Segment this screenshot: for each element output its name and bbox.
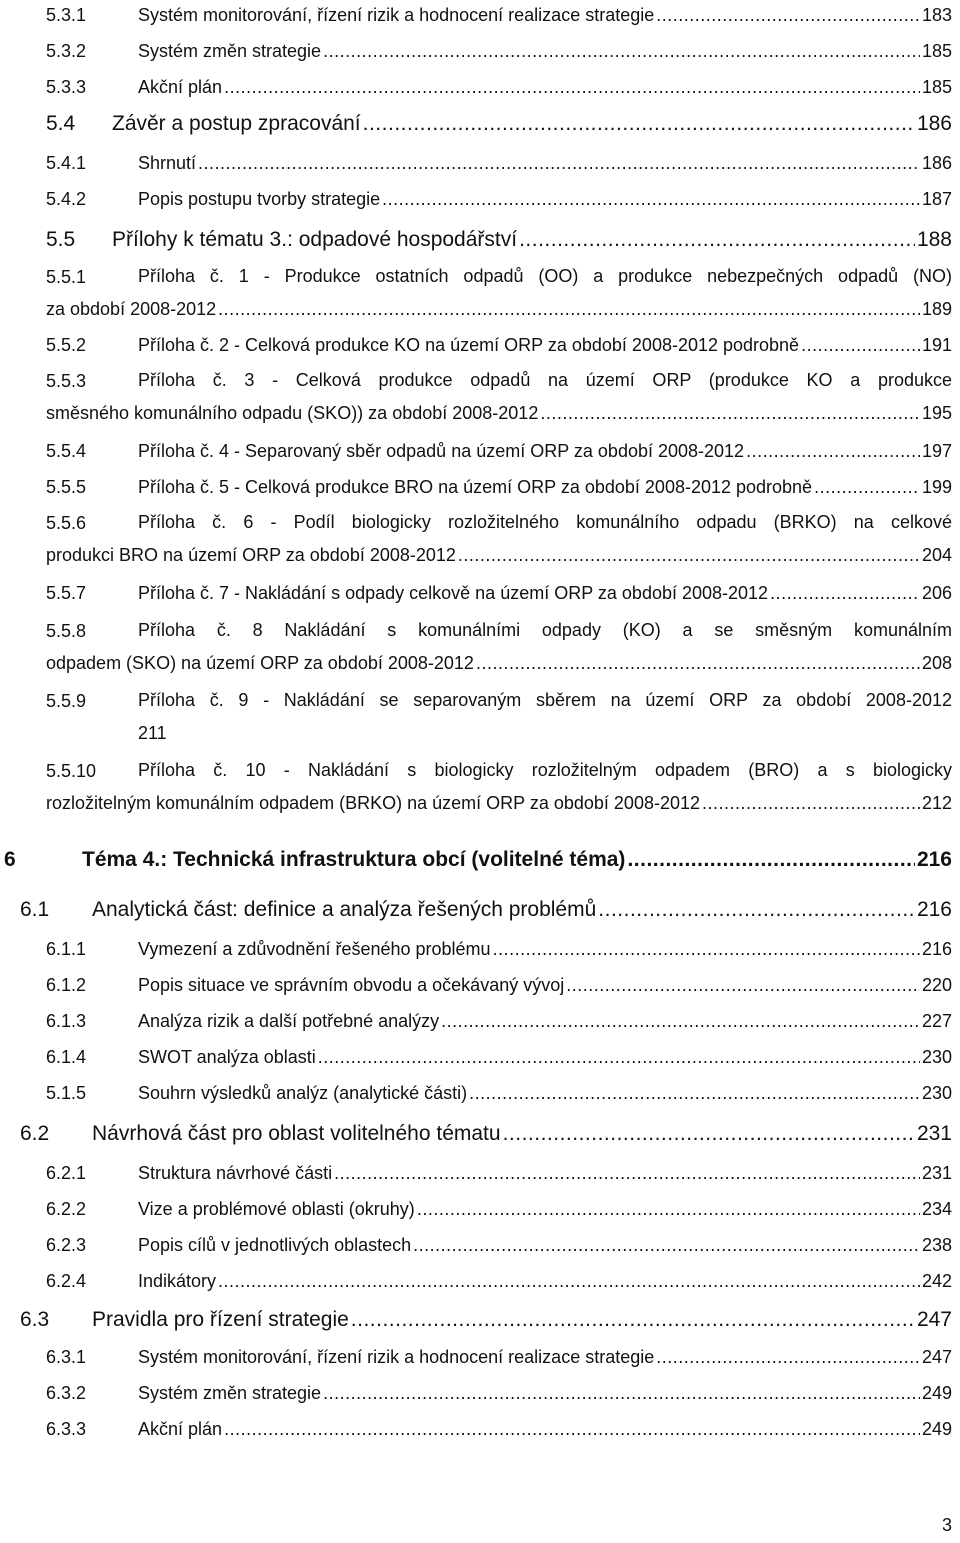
- toc-leader: [801, 335, 920, 356]
- toc-leader: [540, 403, 920, 424]
- toc-entry-page: 187: [921, 189, 952, 209]
- toc-entry-page: 211: [138, 723, 167, 743]
- toc-entry-number: 5.3.1: [46, 5, 87, 25]
- toc-entry-title: Příloha č. 2 - Celková produkce KO na území ORP za období 2008-2012 podrobně: [138, 335, 800, 355]
- toc-entry-title: Systém monitorování, řízení rizik a hodnocení realizace strategie: [138, 5, 655, 25]
- toc-entry-number: 5.4.2: [46, 189, 87, 209]
- toc-entry-title-continuation: produkci BRO na území ORP za období 2008-2012: [46, 545, 456, 565]
- toc-entry-title: Struktura návrhové části: [138, 1163, 333, 1183]
- toc-entry-title: Příloha č. 9 - Nakládání se separovaným sběrem na území ORP za období 2008-2012: [138, 690, 952, 711]
- toc-entry-page: 216: [916, 898, 952, 921]
- toc-leader: [224, 77, 920, 98]
- toc-leader: [318, 1047, 920, 1068]
- toc-entry-title: Popis situace ve správním obvodu a očekávaný vývoj: [138, 975, 565, 995]
- toc-entry-title: Akční plán: [138, 1419, 223, 1439]
- toc-entry-title: Příloha č. 7 - Nakládání s odpady celkově na území ORP za období 2008-2012: [138, 583, 769, 603]
- toc-entry-title: Přílohy k tématu 3.: odpadové hospodářství: [112, 228, 518, 251]
- toc-entry-number: 5.5.1: [46, 267, 87, 287]
- toc-leader: [503, 1122, 915, 1146]
- toc-entry-number: 6.2: [20, 1122, 50, 1145]
- toc-entry-number: 6.3.1: [46, 1347, 87, 1367]
- toc-entry-title: Systém změn strategie: [138, 1383, 322, 1403]
- toc-entry-page: 204: [921, 545, 952, 565]
- toc-entry-page: 186: [921, 153, 952, 173]
- toc-entry-title-continuation: směsného komunálního odpadu (SKO)) za období 2008-2012: [46, 403, 539, 423]
- toc-entry-page: 185: [921, 41, 952, 61]
- toc-entry-page: 234: [921, 1199, 952, 1219]
- toc-leader: [566, 975, 920, 996]
- toc-entry-number: 5.4.1: [46, 153, 87, 173]
- toc-entry-number: 5.5.4: [46, 441, 87, 461]
- toc-entry-page: 216: [916, 848, 952, 871]
- toc-entry-number: 5.5.2: [46, 335, 87, 355]
- toc-entry-title: Analýza rizik a další potřebné analýzy: [138, 1011, 440, 1031]
- toc-entry-title: Příloha č. 8 Nakládání s komunálními odpady (KO) a se směsným komunálním: [138, 620, 952, 641]
- toc-entry-title-continuation: rozložitelným komunálním odpadem (BRKO) na území ORP za období 2008-2012: [46, 793, 701, 813]
- toc-entry-title: Analytická část: definice a analýza řešených problémů: [92, 898, 597, 921]
- toc-leader: [458, 545, 920, 566]
- toc-leader: [198, 153, 920, 174]
- toc-entry-number: 6.1.1: [46, 939, 87, 959]
- toc-entry-page: 247: [921, 1347, 952, 1367]
- toc-entry-page: 197: [921, 441, 952, 461]
- toc-leader: [218, 299, 920, 320]
- toc-entry-page: 247: [916, 1308, 952, 1331]
- toc-leader: [519, 228, 915, 252]
- toc-entry-number: 6.3.3: [46, 1419, 87, 1439]
- toc-entry-page: 186: [916, 112, 952, 135]
- toc-entry-page: 212: [921, 793, 952, 813]
- toc-entry-title: Popis cílů v jednotlivých oblastech: [138, 1235, 412, 1255]
- toc-entry-title: Příloha č. 5 - Celková produkce BRO na území ORP za období 2008-2012 podrobně: [138, 477, 813, 497]
- toc-leader: [413, 1235, 920, 1256]
- toc-entry-page: 183: [921, 5, 952, 25]
- toc-entry-title: Příloha č. 4 - Separovaný sběr odpadů na území ORP za období 2008-2012: [138, 441, 745, 461]
- toc-entry-title-continuation: odpadem (SKO) na území ORP za období 2008-2012: [46, 653, 474, 673]
- toc-entry-title: Systém změn strategie: [138, 41, 322, 61]
- toc-entry-title: Vize a problémové oblasti (okruhy): [138, 1199, 415, 1219]
- toc-entry-title: Systém monitorování, řízení rizik a hodnocení realizace strategie: [138, 1347, 655, 1367]
- toc-entry-page: 230: [921, 1083, 952, 1103]
- toc-entry-number: 5.5.8: [46, 621, 87, 641]
- toc-entry-number: 6.1: [20, 898, 50, 921]
- toc-leader: [382, 189, 920, 210]
- toc-entry-page: 249: [921, 1419, 952, 1439]
- toc-entry-number: 5.5.3: [46, 371, 87, 391]
- toc-leader: [656, 1347, 920, 1368]
- toc-entry-page: 189: [921, 299, 952, 319]
- toc-leader: [770, 583, 920, 604]
- toc-entry-number: 5.4: [46, 112, 76, 135]
- toc-entry-number: 6.3: [20, 1308, 50, 1331]
- toc-entry-page: 191: [921, 335, 952, 355]
- toc-leader: [656, 5, 920, 26]
- toc-entry-title: Závěr a postup zpracování: [112, 112, 361, 135]
- toc-entry-number: 5.5.9: [46, 691, 87, 711]
- toc-entry-number: 5.5.5: [46, 477, 87, 497]
- toc-entry-title: SWOT analýza oblasti: [138, 1047, 316, 1067]
- toc-leader: [493, 939, 920, 960]
- toc-entry-page: 230: [921, 1047, 952, 1067]
- toc-entry-title: Souhrn výsledků analýz (analytické části): [138, 1083, 468, 1103]
- toc-entry-title: Příloha č. 6 - Podíl biologicky rozložitelného komunálního odpadu (BRKO) na celkové: [138, 512, 952, 533]
- toc-entry-number: 5.5.10: [46, 761, 97, 781]
- toc-entry-title: Příloha č. 1 - Produkce ostatních odpadů (OO) a produkce nebezpečných odpadů (NO): [138, 266, 952, 287]
- toc-entry-page: 227: [921, 1011, 952, 1031]
- toc-leader: [363, 112, 915, 136]
- toc-entry-page: 249: [921, 1383, 952, 1403]
- toc-entry-number: 6.1.2: [46, 975, 87, 995]
- toc-leader: [218, 1271, 920, 1292]
- toc-entry-number: 6.2.1: [46, 1163, 87, 1183]
- toc-entry-title-continuation: za období 2008-2012: [46, 299, 217, 319]
- toc-leader: [417, 1199, 920, 1220]
- toc-entry-page: 242: [921, 1271, 952, 1291]
- toc-entry-page: 231: [916, 1122, 952, 1145]
- toc-entry-page: 216: [921, 939, 952, 959]
- toc-entry-page: 238: [921, 1235, 952, 1255]
- toc-entry-number: 6.3.2: [46, 1383, 87, 1403]
- toc-entry-number: 5.3.2: [46, 41, 87, 61]
- toc-entry-page: 220: [921, 975, 952, 995]
- toc-leader: [323, 1383, 920, 1404]
- toc-entry-title: Příloha č. 3 - Celková produkce odpadů na území ORP (produkce KO a produkce: [138, 370, 952, 391]
- toc-entry-page: 206: [921, 583, 952, 603]
- toc-entry-page: 185: [921, 77, 952, 97]
- toc-leader: [814, 477, 920, 498]
- toc-entry-number: 6.2.4: [46, 1271, 87, 1291]
- toc-entry-number: 5.5: [46, 228, 76, 251]
- toc-leader: [334, 1163, 920, 1184]
- toc-entry-title: Návrhová část pro oblast volitelného tématu: [92, 1122, 501, 1145]
- toc-entry-number: 6.2.3: [46, 1235, 87, 1255]
- toc-leader: [224, 1419, 920, 1440]
- toc-leader: [627, 848, 915, 872]
- toc-entry-title: Shrnutí: [138, 153, 197, 173]
- toc-entry-page: 231: [921, 1163, 952, 1183]
- toc-entry-title: Téma 4.: Technická infrastruktura obcí (volitelné téma): [82, 848, 626, 871]
- toc-entry-number: 6.1.3: [46, 1011, 87, 1031]
- toc-entry-number: 5.5.7: [46, 583, 87, 603]
- toc-entry-page: 188: [916, 228, 952, 251]
- toc-leader: [598, 898, 915, 922]
- toc-leader: [702, 793, 920, 814]
- toc-leader: [476, 653, 920, 674]
- toc-entry-title: Pravidla pro řízení strategie: [92, 1308, 349, 1331]
- toc-entry-page: 195: [921, 403, 952, 423]
- toc-entry-number: 6.2.2: [46, 1199, 87, 1219]
- toc-entry-number: 5.5.6: [46, 513, 87, 533]
- toc-entry-number: 5.3.3: [46, 77, 87, 97]
- toc-leader: [441, 1011, 920, 1032]
- toc-entry-title: Příloha č. 10 - Nakládání s biologicky rozložitelným odpadem (BRO) a s biologicky: [138, 760, 952, 781]
- toc-entry-title: Indikátory: [138, 1271, 217, 1291]
- toc-leader: [469, 1083, 920, 1104]
- toc-entry-page: 199: [921, 477, 952, 497]
- toc-leader: [746, 441, 920, 462]
- toc-entry-title: Akční plán: [138, 77, 223, 97]
- page-number: 3: [941, 1515, 952, 1535]
- toc-entry-page: 208: [921, 653, 952, 673]
- toc-leader: [323, 41, 920, 62]
- toc-entry-title: Vymezení a zdůvodnění řešeného problému: [138, 939, 491, 959]
- toc-entry-number: 6: [4, 848, 16, 871]
- toc-leader: [351, 1308, 915, 1332]
- toc-entry-title: Popis postupu tvorby strategie: [138, 189, 381, 209]
- toc-entry-number: 6.1.4: [46, 1047, 87, 1067]
- toc-entry-number: 5.1.5: [46, 1083, 87, 1103]
